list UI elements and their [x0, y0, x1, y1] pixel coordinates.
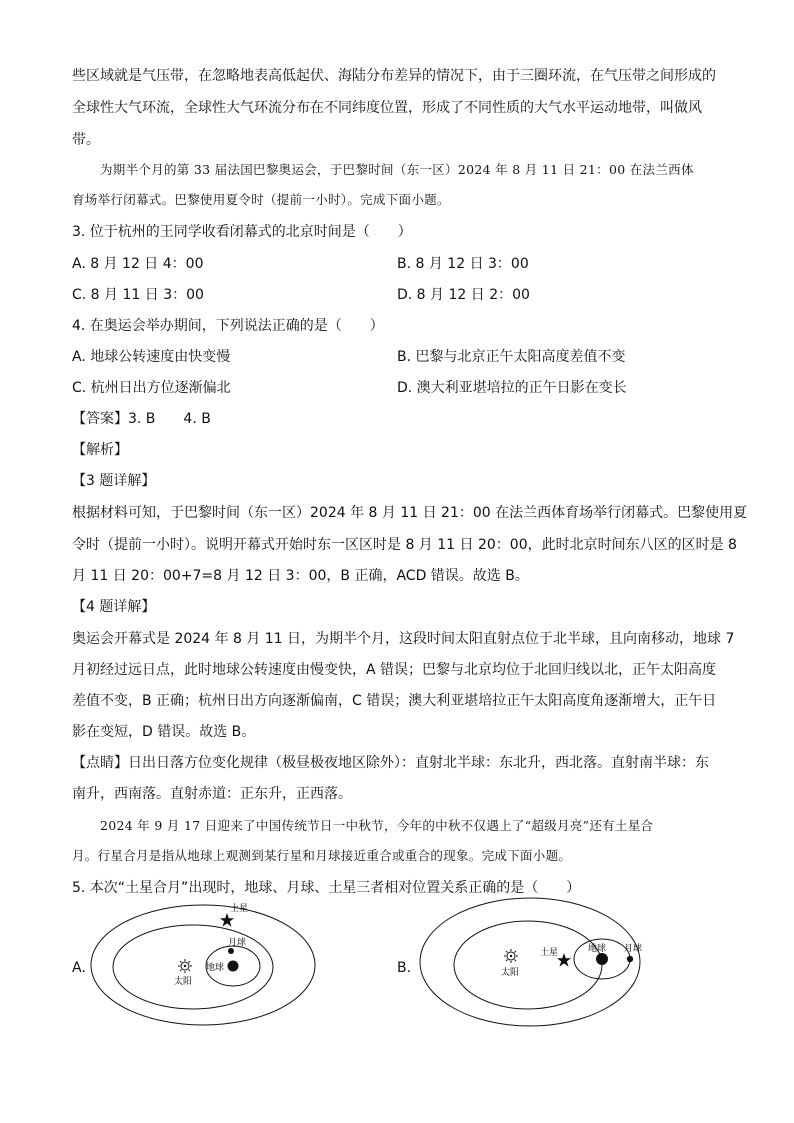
q3-option-a[interactable]: A. 8 月 12 日 4：00: [72, 256, 204, 272]
sun-label: 太阳: [501, 968, 520, 978]
moon-marker: [228, 948, 234, 954]
saturn-orbit: [91, 905, 315, 1025]
q4-option-a[interactable]: A. 地球公转速度由快变慢: [72, 349, 231, 365]
earth-label: 地球: [206, 963, 225, 973]
q4-detail-label: 【4 题详解】: [72, 599, 156, 615]
q3-option-c[interactable]: C. 8 月 11 日 3：00: [72, 287, 204, 303]
earth-label: 地球: [588, 944, 607, 954]
q3-detail-line-3: 月 11 日 20：00+7=8 月 12 日 3：00，B 正确，ACD 错误。故选 B。: [72, 568, 529, 584]
saturn-star-icon: [220, 913, 234, 927]
answer-text: 3. B 4. B: [128, 411, 211, 427]
tip-line-1: [72, 753, 709, 773]
q5-stem: 5. 本次“土星合月”出现时，地球、月球、土星三者相对位置关系正确的是（ ）: [72, 880, 581, 896]
earth-orbit: [454, 921, 602, 1009]
q3-option-b[interactable]: B. 8 月 12 日 3：00: [397, 256, 529, 272]
tip-line-2: 南升，西南落。直射赤道：正东升，正西落。: [72, 786, 352, 802]
material-1-line-2: 育场举行闭幕式。巴黎使用夏令时（提前一小时）。完成下面小题。: [72, 192, 450, 207]
material-2-line-1: 2024 年 9 月 17 日迎来了中国传统节日一中秋节，今年的中秋不仅遇上了“超级月亮”还有土星合: [100, 818, 654, 833]
sun-label: 太阳: [174, 977, 193, 987]
q5-option-b-label[interactable]: B.: [397, 960, 412, 976]
answer-line: [72, 409, 211, 429]
q4-option-c[interactable]: C. 杭州日出方位逐渐偏北: [72, 380, 231, 396]
moon-marker: [627, 956, 633, 962]
sun-icon: [178, 959, 192, 973]
intro-line-2: 全球性大气环流，全球性大气环流分布在不同纬度位置，形成了不同性质的大气水平运动地带，叫做风: [72, 100, 702, 116]
intro-line-1: 些区域就是气压带，在忽略地表高低起伏、海陆分布差异的情况下，由于三圈环流，在气压带之间形成的: [72, 68, 716, 84]
saturn-star-icon: [557, 953, 571, 967]
earth-marker: [228, 961, 239, 972]
material-2-line-2: 月。行星合月是指从地球上观测到某行星和月球接近重合或重合的现象。完成下面小题。: [72, 848, 572, 863]
tip-label: 【点睛】: [72, 755, 128, 771]
sun-icon: [504, 949, 518, 963]
q5-option-a-diagram[interactable]: [88, 900, 318, 1030]
answer-label: 【答案】: [72, 411, 128, 427]
q3-detail-line-2: 令时（提前一小时）。说明开幕式开始时东一区区时是 8 月 11 日 20：00，此时北京时间东八区的区时是 8: [72, 537, 737, 553]
q5-option-b-diagram[interactable]: [418, 895, 688, 1030]
q4-option-d[interactable]: D. 澳大利亚堪培拉的正午日影在变长: [397, 380, 627, 396]
q3-detail-label: 【3 题详解】: [72, 473, 156, 489]
q4-option-b[interactable]: B. 巴黎与北京正午太阳高度差值不变: [397, 349, 626, 365]
tip-text-1: 日出日落方位变化规律（极昼极夜地区除外）：直射北半球：东北升，西北落。直射南半球：东: [128, 755, 709, 771]
q3-stem: 3. 位于杭州的王同学收看闭幕式的北京时间是（ ）: [72, 224, 412, 240]
moon-label: 月球: [228, 938, 247, 948]
saturn-label: 土星: [540, 948, 559, 958]
earth-orbit: [113, 925, 273, 1009]
q5-option-a-label[interactable]: A.: [72, 960, 86, 976]
material-1-line-1: 为期半个月的第 33 届法国巴黎奥运会，于巴黎时间（东一区）2024 年 8 月 11 日 21：00 在法兰西体: [100, 162, 694, 177]
earth-marker: [596, 953, 608, 965]
q4-detail-line-1: 奥运会开幕式是 2024 年 8 月 11 日，为期半个月，这段时间太阳直射点位于北半球，且向南移动，地球 7: [72, 631, 735, 647]
q4-detail-line-2: 月初经过远日点，此时地球公转速度由慢变快，A 错误；巴黎与北京均位于北回归线以北，正午太阳高度: [72, 662, 717, 678]
q4-detail-line-4: 影在变短，D 错误。故选 B。: [72, 724, 256, 740]
q4-stem: 4. 在奥运会举办期间，下列说法正确的是（ ）: [72, 318, 384, 334]
q4-detail-line-3: 差值不变，B 正确；杭州日出方向逐渐偏南，C 错误；澳大利亚堪培拉正午太阳高度角逐渐增大，正午日: [72, 693, 717, 709]
moon-label: 月球: [624, 944, 643, 954]
q3-option-d[interactable]: D. 8 月 12 日 2：00: [397, 287, 530, 303]
q3-detail-line-1: 根据材料可知，于巴黎时间（东一区）2024 年 8 月 11 日 21：00 在法兰西体育场举行闭幕式。巴黎使用夏: [72, 505, 748, 521]
analysis-label: 【解析】: [72, 442, 128, 458]
intro-line-3: 带。: [72, 132, 100, 148]
saturn-label: 土星: [230, 904, 249, 914]
